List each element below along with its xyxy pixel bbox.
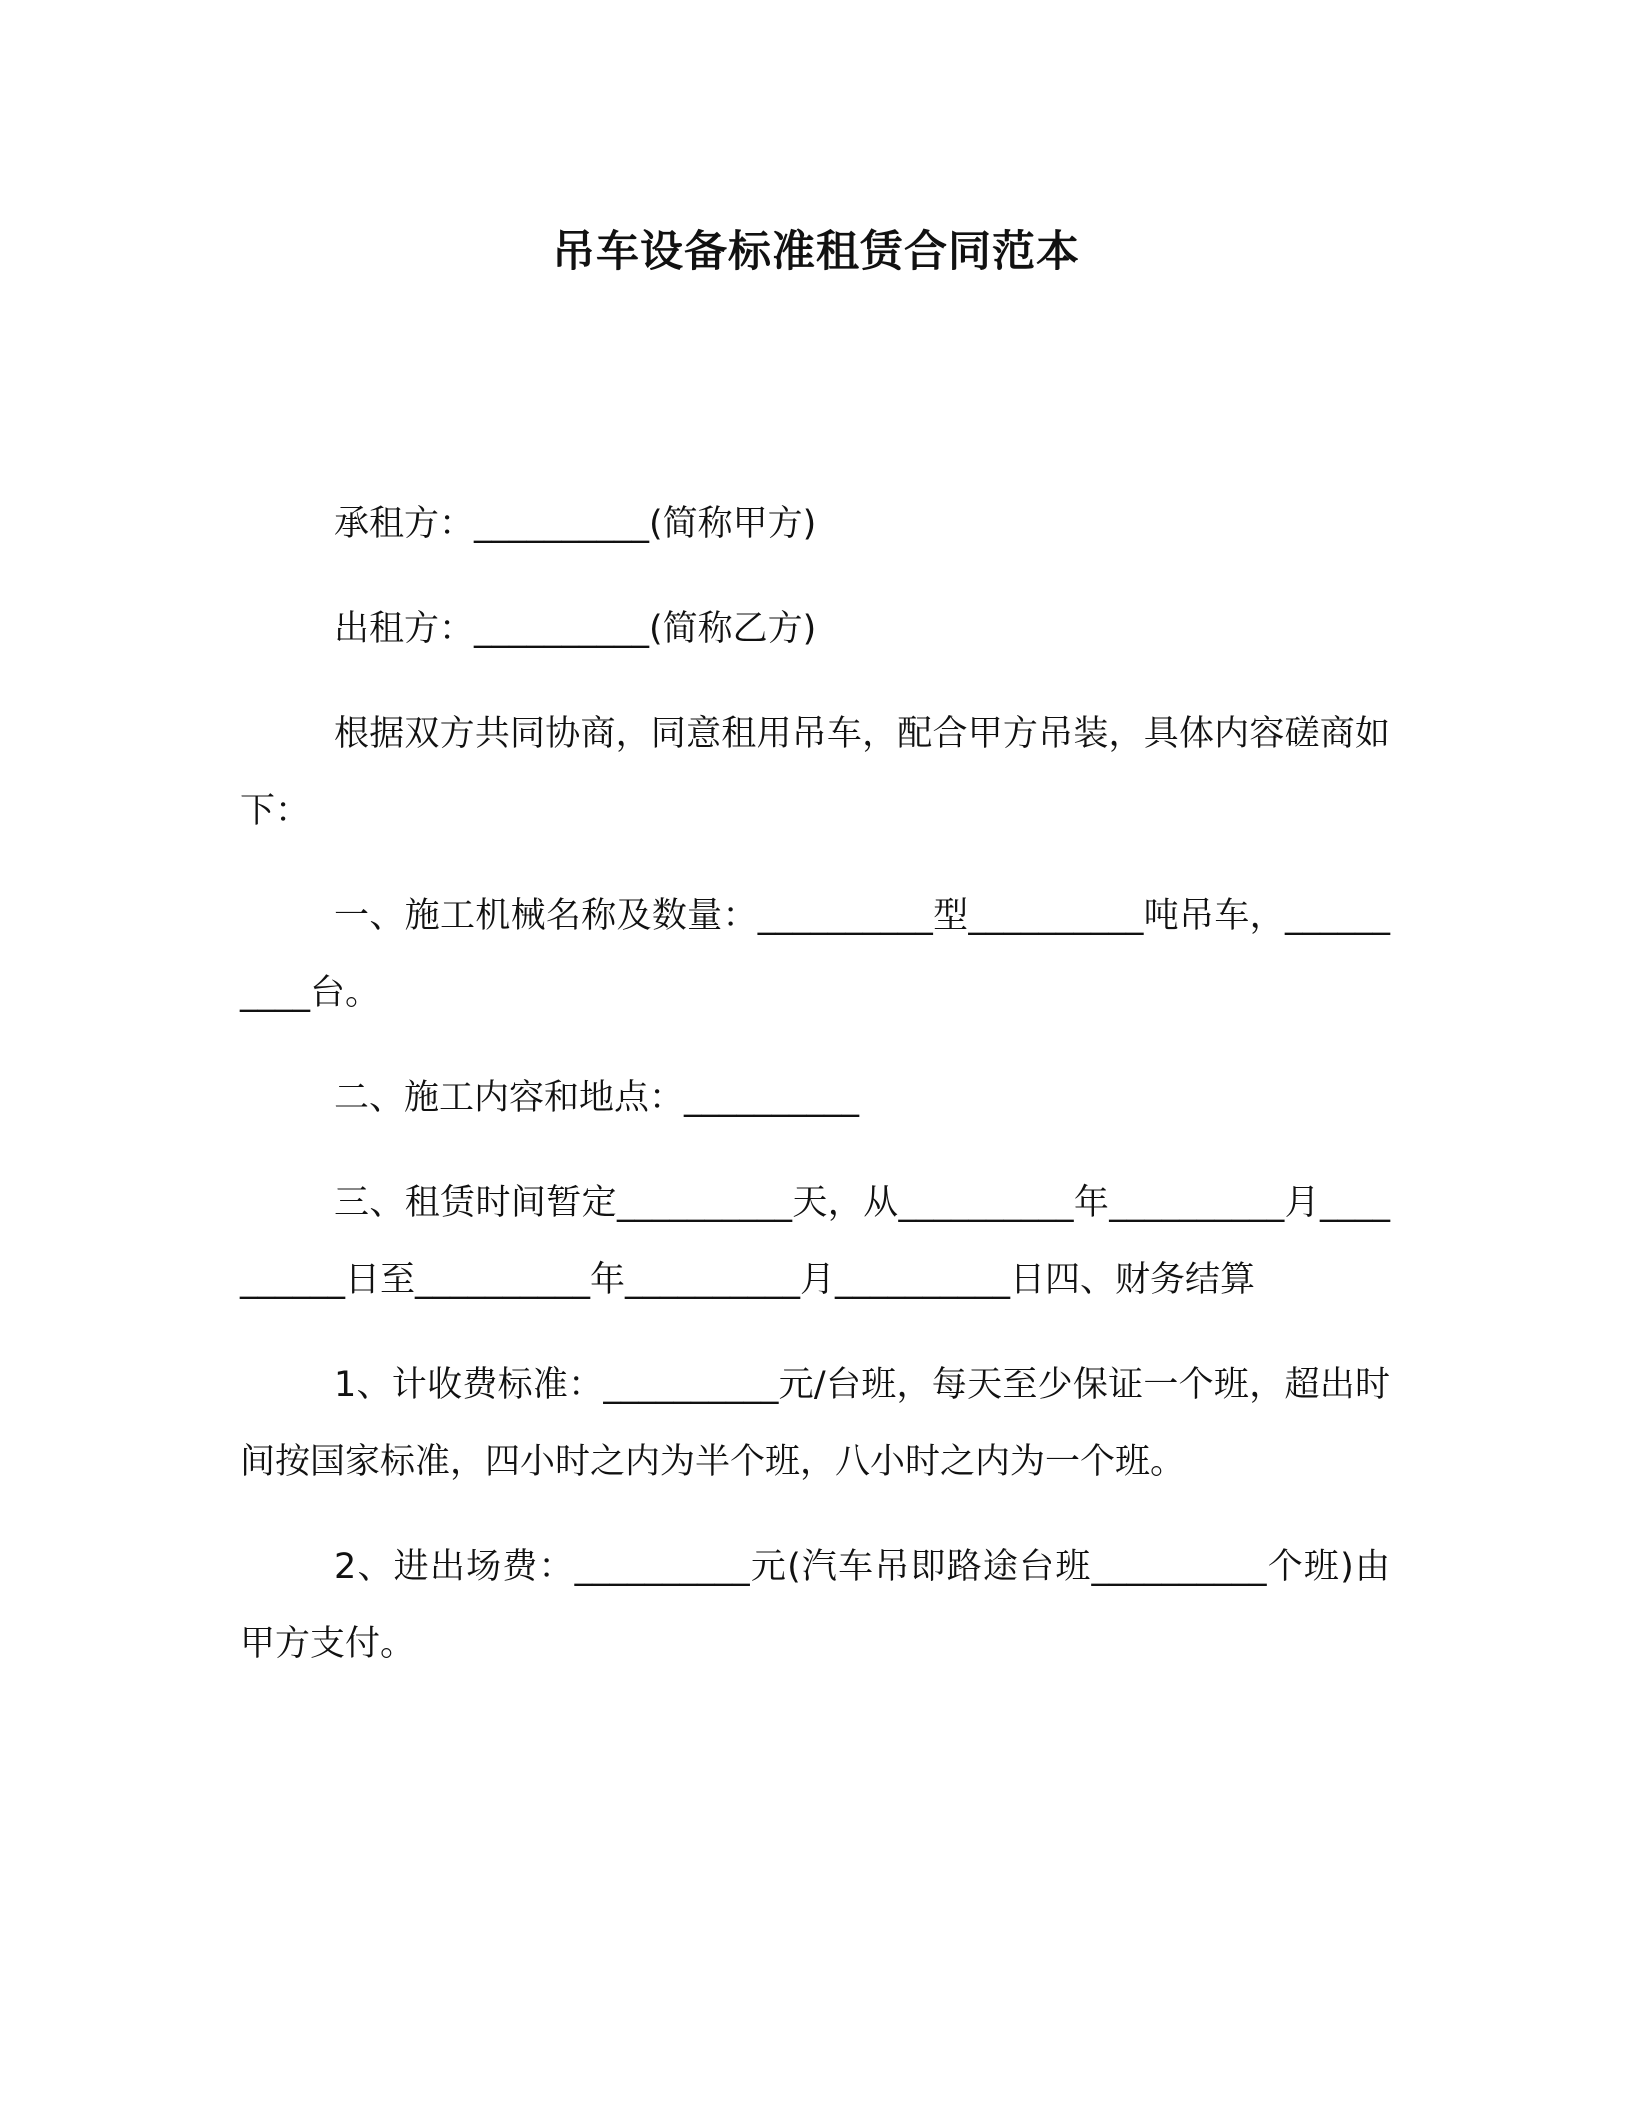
paragraph-entry-exit-fee: 2、进出场费：__________元(汽车吊即路途台班__________个班)由甲方支付。	[240, 1547, 1390, 1664]
paragraph-site: 二、施工内容和地点：__________	[334, 1078, 860, 1118]
document-body	[240, 486, 1390, 1711]
paragraph-lessee: 承租方：__________(简称甲方)	[334, 504, 817, 544]
paragraph-fee-standard: 1、计收费标准：__________元/台班，每天至少保证一个班，超出时间按国家标准，四小时之内为半个班，八小时之内为一个班。	[240, 1365, 1390, 1482]
paragraph-rental-time: 三、租赁时间暂定__________天，从__________年__________月__________日至__________年__________月__________日四、财务结算	[240, 1183, 1390, 1300]
paragraph-intro: 根据双方共同协商，同意租用吊车，配合甲方吊装，具体内容磋商如下：	[240, 714, 1390, 831]
paragraph-equipment: 一、施工机械名称及数量：__________型__________吨吊车，__________台。	[240, 896, 1390, 1013]
document-title: 吊车设备标准租赁合同范本	[552, 227, 1080, 277]
paragraph-lessor: 出租方：__________(简称乙方)	[334, 609, 817, 649]
